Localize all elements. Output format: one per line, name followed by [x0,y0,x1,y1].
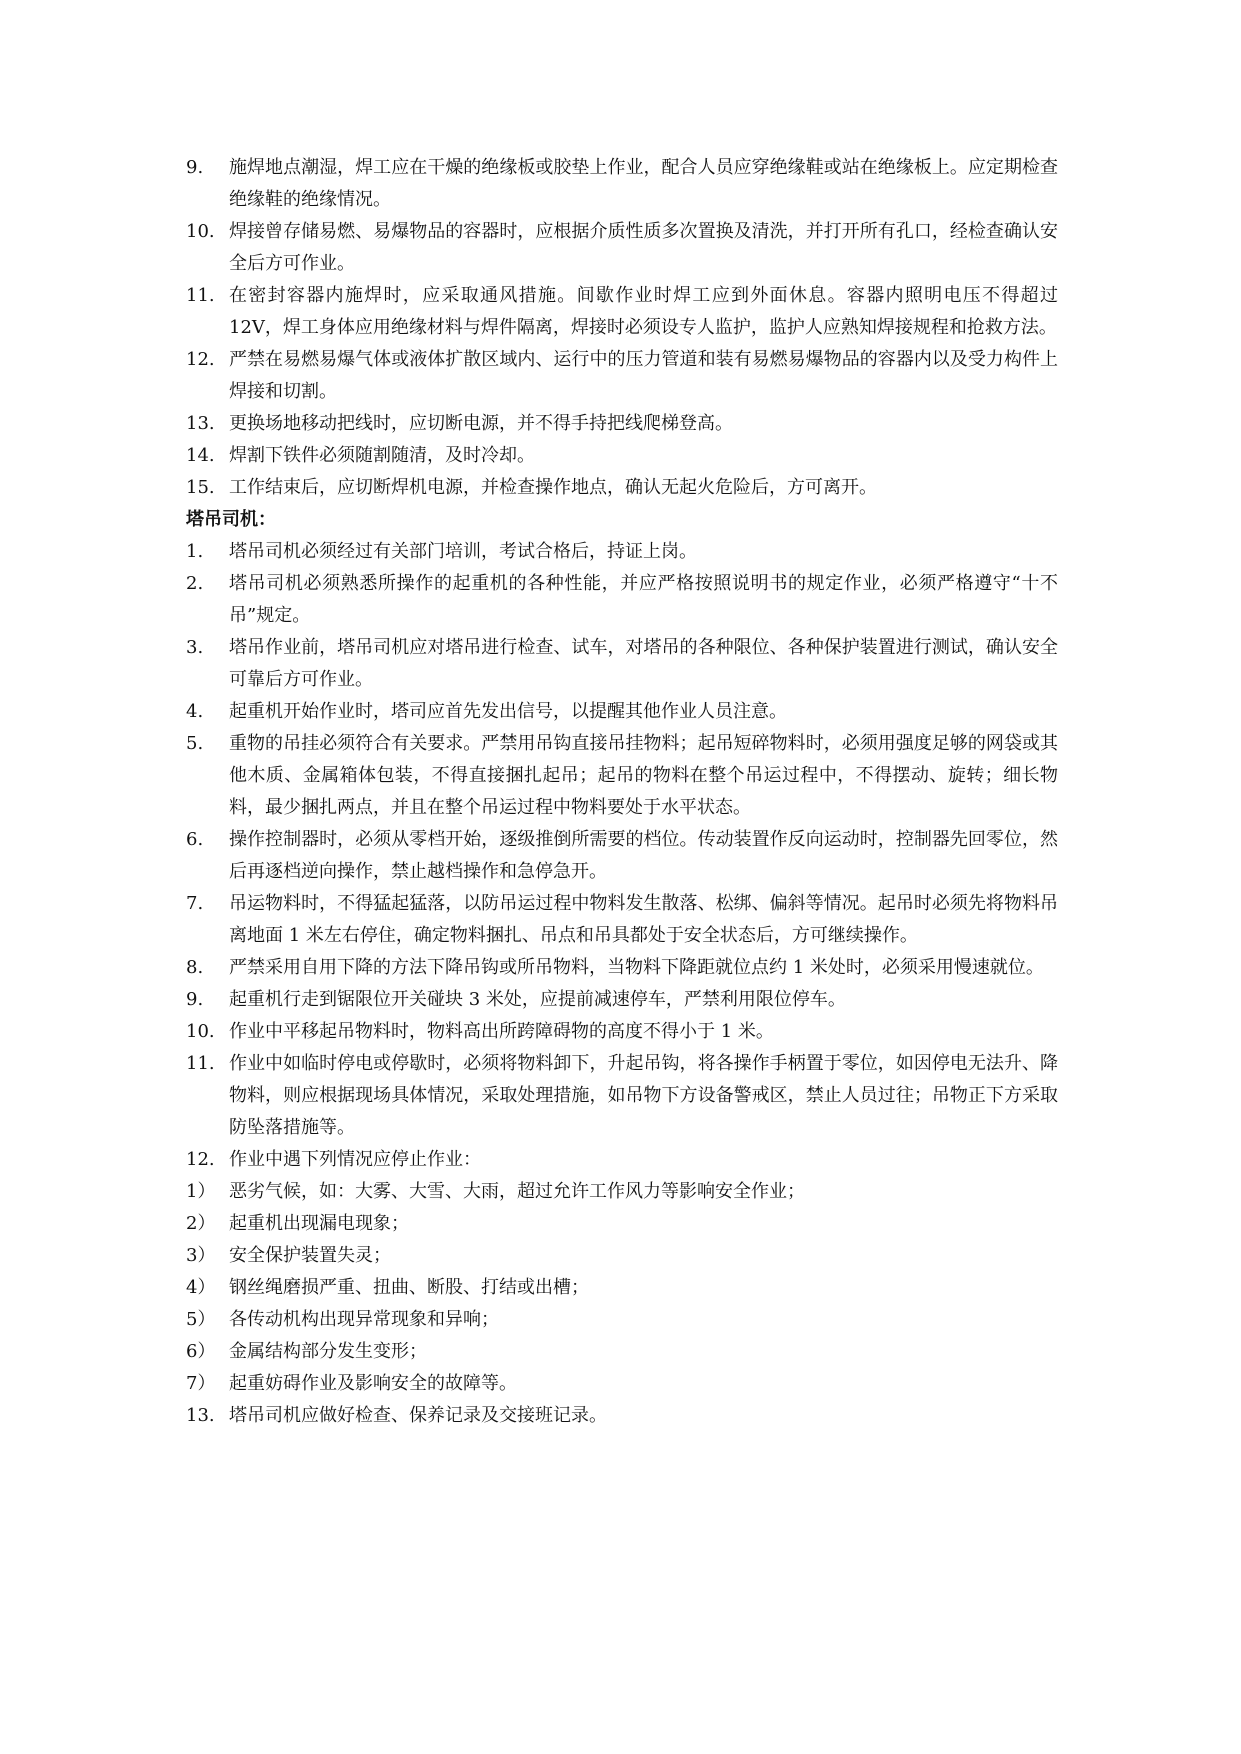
item-number: 10. [186,1021,215,1042]
sub-item-number: 5） [186,1309,216,1330]
document-body [186,152,1058,1432]
item-number: 7. [186,893,204,914]
item-text: 重物的吊挂必须符合有关要求。严禁用吊钩直接吊挂物料；起吊短碎物料时，必须用强度足够的网袋或其他木质、金属箱体包装，不得直接捆扎起吊；起吊的物料在整个吊运过程中，不得摆动、旋转；细长物料，最少捆扎两点，并且在整个吊运过程中物料要处于水平状态。 [229,733,1058,818]
item-number: 14. [186,445,215,466]
item-number: 9. [186,989,204,1010]
item-text: 操作控制器时，必须从零档开始，逐级推倒所需要的档位。传动装置作反向运动时，控制器先回零位，然后再逐档逆向操作，禁止越档操作和急停急开。 [229,829,1058,882]
list-item-crane-7 [186,888,1058,952]
section-heading-crane-operator: 塔吊司机： [186,509,276,530]
list-item-crane-6 [186,824,1058,888]
item-text: 塔吊司机应做好检查、保养记录及交接班记录。 [229,1405,607,1426]
item-number: 11. [186,285,215,306]
item-text: 作业中遇下列情况应停止作业： [229,1149,481,1170]
item-number: 11. [186,1053,215,1074]
item-text: 更换场地移动把线时，应切断电源，并不得手持把线爬梯登高。 [229,413,733,434]
list-item-crane-2 [186,568,1058,632]
item-text: 施焊地点潮湿，焊工应在干燥的绝缘板或胶垫上作业，配合人员应穿绝缘鞋或站在绝缘板上。应定期检查绝缘鞋的绝缘情况。 [229,157,1058,210]
sub-item-number: 1） [186,1181,216,1202]
item-text: 起重机开始作业时，塔司应首先发出信号，以提醒其他作业人员注意。 [229,701,787,722]
item-number: 2. [186,573,204,594]
sub-item-text: 恶劣气候，如：大雾、大雪、大雨，超过允许工作风力等影响安全作业； [229,1181,805,1202]
list-item-welder-14 [186,440,1058,472]
sub-item-number: 3） [186,1245,216,1266]
stop-condition-1 [186,1176,1058,1208]
list-item-crane-3 [186,632,1058,696]
item-text: 作业中平移起吊物料时，物料高出所跨障碍物的高度不得小于 1 米。 [229,1021,774,1042]
stop-condition-7 [186,1368,1058,1400]
sub-item-text: 各传动机构出现异常现象和异响； [229,1309,499,1330]
item-number: 13. [186,413,215,434]
stop-condition-5 [186,1304,1058,1336]
item-number: 8. [186,957,204,978]
item-number: 12. [186,349,215,370]
list-item-crane-5 [186,728,1058,824]
stop-condition-2 [186,1208,1058,1240]
item-text: 塔吊作业前，塔吊司机应对塔吊进行检查、试车，对塔吊的各种限位、各种保护装置进行测试，确认安全可靠后方可作业。 [229,637,1058,690]
list-item-crane-11 [186,1048,1058,1144]
item-number: 12. [186,1149,215,1170]
item-number: 6. [186,829,204,850]
sub-item-text: 钢丝绳磨损严重、扭曲、断股、打结或出槽； [229,1277,589,1298]
stop-condition-3 [186,1240,1058,1272]
list-item-welder-11 [186,280,1058,344]
item-number: 3. [186,637,204,658]
item-number: 15. [186,477,215,498]
item-number: 4. [186,701,204,722]
list-item-crane-10 [186,1016,1058,1048]
sub-item-number: 4） [186,1277,216,1298]
item-number: 10. [186,221,215,242]
item-text: 焊接曾存储易燃、易爆物品的容器时，应根据介质性质多次置换及清洗，并打开所有孔口，经检查确认安全后方可作业。 [229,221,1058,274]
list-item-welder-9 [186,152,1058,216]
item-text: 塔吊司机必须经过有关部门培训，考试合格后，持证上岗。 [229,541,697,562]
sub-item-text: 起重妨碍作业及影响安全的故障等。 [229,1373,517,1394]
item-text: 严禁采用自用下降的方法下降吊钩或所吊物料，当物料下降距就位点约 1 米处时，必须采用慢速就位。 [229,957,1044,978]
item-number: 9. [186,157,204,178]
item-text: 焊割下铁件必须随割随清，及时冷却。 [229,445,535,466]
item-number: 13. [186,1405,215,1426]
list-item-crane-4 [186,696,1058,728]
stop-condition-4 [186,1272,1058,1304]
list-item-crane-1 [186,536,1058,568]
list-item-crane-12 [186,1144,1058,1176]
sub-item-text: 起重机出现漏电现象； [229,1213,409,1234]
item-text: 工作结束后，应切断焊机电源，并检查操作地点，确认无起火危险后，方可离开。 [229,477,877,498]
item-text: 起重机行走到锯限位开关碰块 3 米处，应提前减速停车，严禁利用限位停车。 [229,989,846,1010]
list-item-crane-13 [186,1400,1058,1432]
sub-item-number: 7） [186,1373,216,1394]
item-number: 5. [186,733,204,754]
item-text: 吊运物料时，不得猛起猛落，以防吊运过程中物料发生散落、松绑、偏斜等情况。起吊时必须先将物料吊离地面 1 米左右停住，确定物料捆扎、吊点和吊具都处于安全状态后，方可继续操作。 [229,893,1058,946]
sub-item-text: 金属结构部分发生变形； [229,1341,427,1362]
list-item-welder-15 [186,472,1058,504]
list-item-welder-12 [186,344,1058,408]
sub-item-text: 安全保护装置失灵； [229,1245,391,1266]
item-text: 在密封容器内施焊时，应采取通风措施。间歇作业时焊工应到外面休息。容器内照明电压不得超过 12V，焊工身体应用绝缘材料与焊件隔离，焊接时必须设专人监护，监护人应熟知焊接规程和抢救方法。 [229,285,1058,338]
item-text: 严禁在易燃易爆气体或液体扩散区域内、运行中的压力管道和装有易燃易爆物品的容器内以及受力构件上焊接和切割。 [229,349,1058,402]
list-item-crane-8 [186,952,1058,984]
item-text: 作业中如临时停电或停歇时，必须将物料卸下，升起吊钩，将各操作手柄置于零位，如因停电无法升、降物料，则应根据现场具体情况，采取处理措施，如吊物下方设备警戒区，禁止人员过往；吊物正下方采取防坠落措施等。 [229,1053,1058,1138]
sub-item-number: 6） [186,1341,216,1362]
item-text: 塔吊司机必须熟悉所操作的起重机的各种性能，并应严格按照说明书的规定作业，必须严格遵守“十不吊”规定。 [229,573,1058,626]
stop-condition-6 [186,1336,1058,1368]
item-number: 1. [186,541,204,562]
list-item-welder-10 [186,216,1058,280]
list-item-welder-13 [186,408,1058,440]
sub-item-number: 2） [186,1213,216,1234]
list-item-crane-9 [186,984,1058,1016]
